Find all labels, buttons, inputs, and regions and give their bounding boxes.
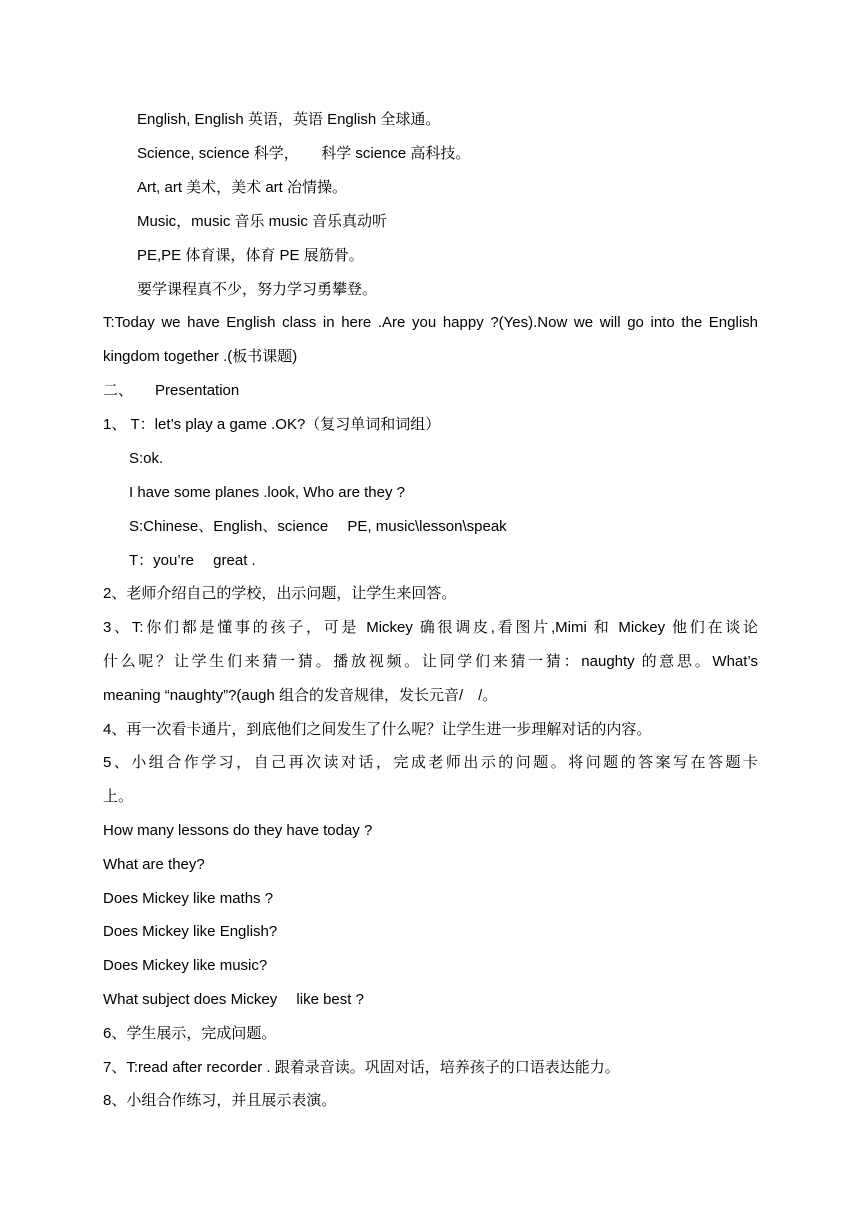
step-item: 7、T:read after recorder . 跟着录音读。巩固对话，培养孩子的口语表达能力。 xyxy=(103,1059,620,1076)
question-line: How many lessons do they have today ? xyxy=(103,822,373,839)
section-title: Presentation xyxy=(155,382,240,399)
step-item: 1、 T：let’s play a game .OK?（复习单词和词组） xyxy=(103,416,441,433)
step-item: 4、再一次看卡通片，到底他们之间发生了什么呢？让学生进一步理解对话的内容。 xyxy=(103,721,652,738)
step-item: 5、小组合作学习，自己再次读对话，完成老师出示的问题。将问题的答案写在答题卡 xyxy=(103,754,758,771)
dialogue-line: S:ok. xyxy=(129,450,164,467)
dialogue-line: T：you’re great . xyxy=(129,552,256,569)
question-line: Does Mickey like English? xyxy=(103,923,278,940)
step-item-continued: 什么呢？让学生们来猜一猜。播放视频。让同学们来猜一猜：naughty 的意思。What’s xyxy=(103,653,758,670)
dialogue-line: S:Chinese、English、science PE, music\lesson\speak xyxy=(129,518,507,535)
step-item: 2、老师介绍自己的学校，出示问题，让学生来回答。 xyxy=(103,585,457,602)
question-line: What are they? xyxy=(103,856,205,873)
question-line: Does Mickey like maths ? xyxy=(103,890,274,907)
step-item: 6、学生展示，完成问题。 xyxy=(103,1025,277,1042)
step-item-continued: meaning “naughty”?(augh 组合的发音规律，发长元音/ /。 xyxy=(103,687,498,704)
section-number: 二、 xyxy=(103,382,134,399)
chant-line: PE,PE 体育课，体育 PE 展筋骨。 xyxy=(137,247,364,264)
dialogue-line: I have some planes .look, Who are they ? xyxy=(129,484,405,501)
intro-paragraph-line: T:Today we have English class in here .Are you happy ?(Yes).Now we will go into the English xyxy=(103,314,758,331)
chant-line: 要学课程真不少，努力学习勇攀登。 xyxy=(137,281,378,298)
step-item: 3、T:你们都是懂事的孩子，可是 Mickey 确很调皮,看图片,Mimi 和 Mickey 他们在谈论 xyxy=(103,619,758,636)
question-line: Does Mickey like music? xyxy=(103,957,268,974)
step-item-continued: 上。 xyxy=(103,788,134,805)
step-item: 8、小组合作练习，并且展示表演。 xyxy=(103,1092,337,1109)
intro-paragraph-line: kingdom together .(板书课题) xyxy=(103,348,298,365)
chant-line: English, English 英语，英语 English 全球通。 xyxy=(137,111,441,128)
chant-line: Music，music 音乐 music 音乐真动听 xyxy=(137,213,388,230)
chant-line: Science, science 科学， 科学 science 高科技。 xyxy=(137,145,471,162)
question-line: What subject does Mickey like best ? xyxy=(103,991,364,1008)
chant-line: Art, art 美术，美术 art 冶情操。 xyxy=(137,179,348,196)
